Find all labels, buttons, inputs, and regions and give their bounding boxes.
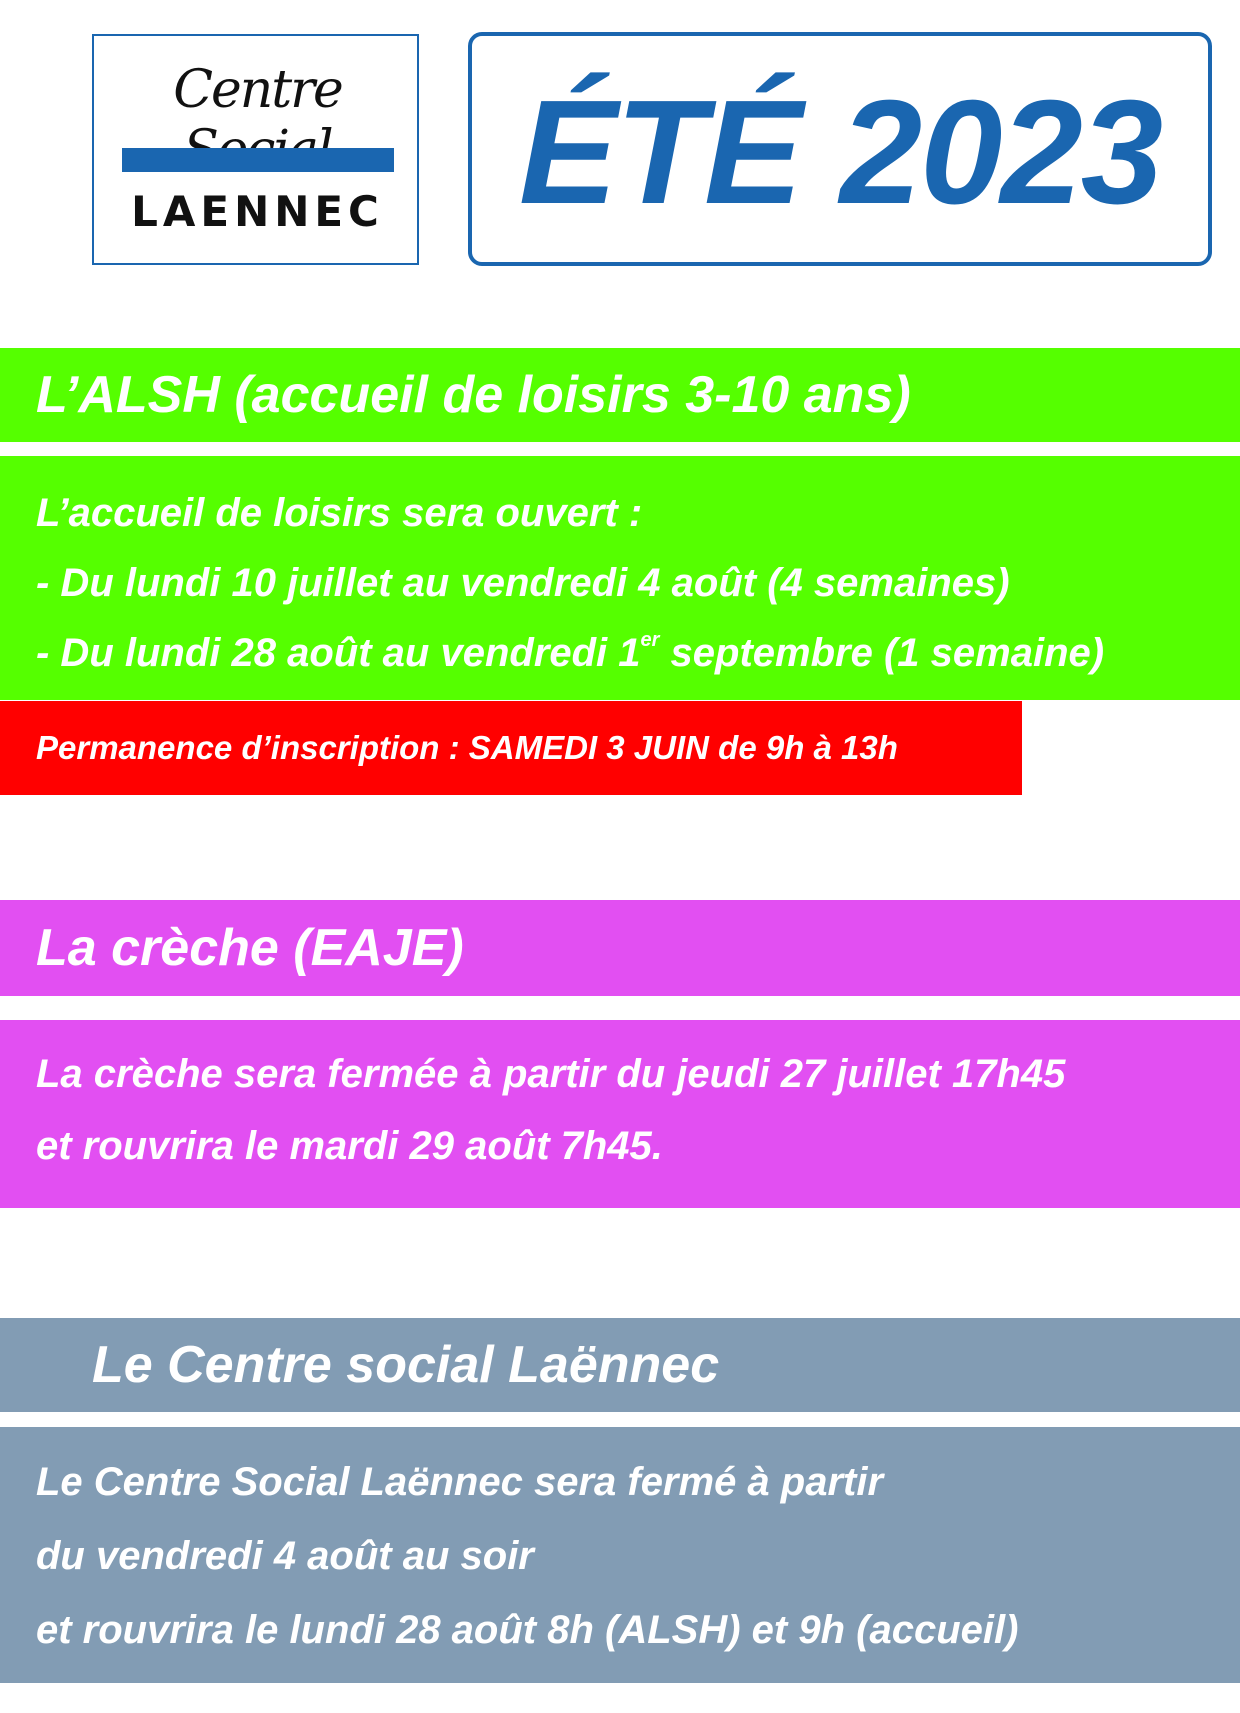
permanence-banner: Permanence d’inscription : SAMEDI 3 JUIN de 9h à 13h xyxy=(0,701,1022,795)
logo-bar xyxy=(122,148,394,172)
alsh-body xyxy=(0,456,1240,700)
alsh-line-2: - Du lundi 10 juillet au vendredi 4 août (4 semaines) xyxy=(36,561,1010,605)
creche-heading: La crèche (EAJE) xyxy=(0,900,1240,996)
logo-name-text: LAENNEC xyxy=(131,187,384,236)
centre-line-1: Le Centre Social Laënnec sera fermé à partir xyxy=(36,1460,884,1504)
alsh-line-3-start: - Du lundi 28 août au vendredi 1 xyxy=(36,631,641,675)
logo xyxy=(92,34,419,265)
alsh-heading: L’ALSH (accueil de loisirs 3-10 ans) xyxy=(0,348,1240,442)
centre-body xyxy=(0,1427,1240,1683)
centre-heading: Le Centre social Laënnec xyxy=(0,1318,1240,1412)
alsh-line-3-end: septembre (1 semaine) xyxy=(659,631,1105,675)
title-box xyxy=(468,32,1212,266)
alsh-line-3-sup: er xyxy=(640,629,660,651)
creche-line-1: La crèche sera fermée à partir du jeudi 27 juillet 17h45 xyxy=(36,1052,1066,1096)
creche-line-2: et rouvrira le mardi 29 août 7h45. xyxy=(36,1124,663,1168)
centre-line-3: et rouvrira le lundi 28 août 8h (ALSH) et 9h (accueil) xyxy=(36,1608,1019,1652)
logo-script-text: Centre xyxy=(173,60,342,120)
alsh-line-3 xyxy=(36,618,1240,688)
page-title: ÉTÉ 2023 xyxy=(518,70,1162,235)
creche-body xyxy=(0,1020,1240,1208)
alsh-line-1: L’accueil de loisirs sera ouvert : xyxy=(36,491,643,535)
centre-line-2: du vendredi 4 août au soir xyxy=(36,1534,534,1578)
